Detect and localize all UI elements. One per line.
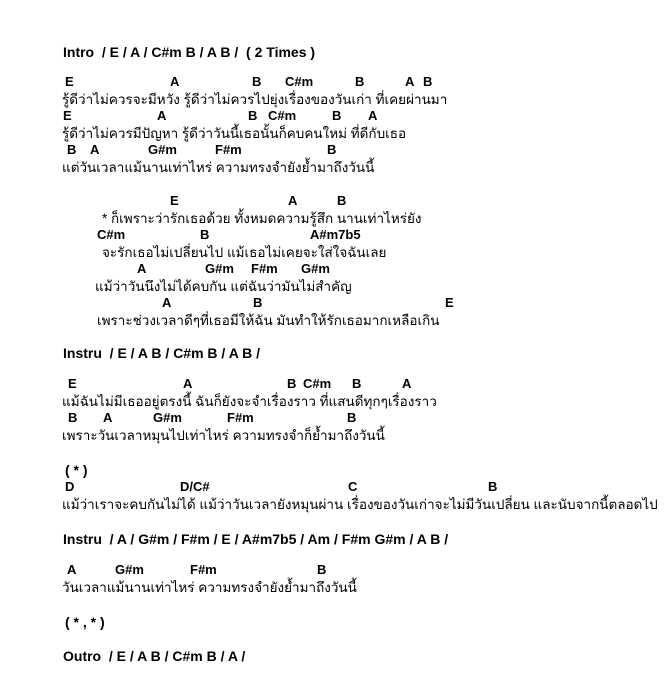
chord: B	[200, 227, 210, 242]
lyric-line: เพราะวันเวลาหมุนไปเท่าไหร่ ความทรงจำก็ย้ำมาถึงวันนี้	[62, 428, 385, 443]
chord: A	[402, 376, 412, 391]
chord: C#m	[268, 108, 297, 123]
section-label-instru2: Instru / A / G#m / F#m / E / A#m7b5 / Am / F#m G#m / A B /	[63, 531, 449, 547]
chord: A	[183, 376, 193, 391]
chord: B	[355, 74, 365, 89]
section-label-intro: Intro / E / A / C#m B / A B / ( 2 Times )	[63, 44, 316, 60]
chord: A#m7b5	[310, 227, 361, 242]
chord-line	[0, 262, 666, 278]
chord: B	[347, 410, 357, 425]
chord: B	[327, 142, 337, 157]
chord: A	[67, 562, 77, 577]
chord: B	[68, 410, 78, 425]
chord: A	[137, 261, 147, 276]
lyric-line: แต่วันเวลาแม้นานเท่าไหร่ ความทรงจำยังย้ำมาถึงวันนี้	[62, 160, 375, 175]
chord: B	[252, 74, 262, 89]
chord: A	[170, 74, 180, 89]
chord-line	[0, 194, 666, 210]
chord: C#m	[285, 74, 314, 89]
chord: B	[423, 74, 433, 89]
chord: F#m	[215, 142, 242, 157]
chord-line	[0, 109, 666, 125]
lyric-line: * ก็เพราะว่ารักเธอด้วย ทั้งหมดความรู้สึก นานเท่าไหร่ยัง	[102, 211, 422, 226]
chord-line	[0, 480, 666, 496]
section-label-instru: Instru / E / A B / C#m B / A B /	[63, 345, 261, 361]
chord: G#m	[115, 562, 144, 577]
lyric-line: รู้ดีว่าไม่ควรมีปัญหา รู้ดีว่าวันนี้เธอนั้นก็คบคนใหม่ ที่ดีกับเธอ	[62, 126, 407, 141]
chord: C#m	[97, 227, 126, 242]
chord: B	[332, 108, 342, 123]
chord: B	[352, 376, 362, 391]
chord: A	[288, 193, 298, 208]
chord: A	[368, 108, 378, 123]
chord: F#m	[251, 261, 278, 276]
lyric-line: แม้ฉันไม่มีเธออยู่ตรงนี้ ฉันก็ยังจะจำเรื่องราว ที่แสนดีทุกๆเรื่องราว	[62, 394, 437, 409]
chord: B	[67, 142, 77, 157]
chord: E	[170, 193, 179, 208]
chord-line	[0, 377, 666, 393]
chord: E	[65, 74, 74, 89]
chord: B	[317, 562, 327, 577]
chord: A	[162, 295, 172, 310]
chord: B	[248, 108, 258, 123]
lyric-line: จะรักเธอไม่เปลี่ยนไป แม้เธอไม่เคยจะใส่ใจฉันเลย	[102, 245, 387, 260]
chord: F#m	[227, 410, 254, 425]
chord: A	[90, 142, 100, 157]
chord: A	[405, 74, 415, 89]
section-label-outro: Outro / E / A B / C#m B / A /	[63, 648, 246, 664]
chord: B	[287, 376, 297, 391]
chord: C#m	[303, 376, 332, 391]
chord: B	[488, 479, 498, 494]
chord: B	[253, 295, 263, 310]
chord: C	[348, 479, 358, 494]
chord: A	[157, 108, 167, 123]
chord-line	[0, 296, 666, 312]
repeat-mark: ( * )	[65, 462, 88, 478]
chord: F#m	[190, 562, 217, 577]
chord-line	[0, 411, 666, 427]
lyric-line: แม้ว่าเราจะคบกันไม่ได้ แม้ว่าวันเวลายังหมุนผ่าน เรื่องของวันเก่าจะไม่มีวันเปลี่ยน และนับจากนี้ตลอดไป	[62, 497, 658, 512]
lyric-line: เพราะช่วงเวลาดีๆที่เธอมีให้ฉัน มันทำให้รักเธอมากเหลือเกิน	[97, 313, 440, 328]
chord: A	[103, 410, 113, 425]
chord: G#m	[205, 261, 234, 276]
chord-line	[0, 75, 666, 91]
chord: D	[65, 479, 75, 494]
lyric-line: รู้ดีว่าไม่ควรจะมีหวัง รู้ดีว่าไม่ควรไปยุ่งเรื่องของวันเก่า ที่เคยผ่านมา	[62, 92, 448, 107]
lyric-line: แม้ว่าวันนึงไม่ได้คบกัน แต่ฉันว่ามันไม่สำคัญ	[95, 279, 352, 294]
chord: D/C#	[180, 479, 210, 494]
chord-line	[0, 228, 666, 244]
chord: G#m	[148, 142, 177, 157]
chord-line	[0, 143, 666, 159]
chord: B	[337, 193, 347, 208]
lyric-line: วันเวลาแม้นานเท่าไหร่ ความทรงจำยังย้ำมาถึงวันนี้	[62, 580, 357, 595]
chord: E	[445, 295, 454, 310]
repeat-mark: ( * , * )	[65, 614, 105, 630]
chord: G#m	[153, 410, 182, 425]
chord-line	[0, 563, 666, 579]
chord: E	[63, 108, 72, 123]
chord: G#m	[301, 261, 330, 276]
chord: E	[68, 376, 77, 391]
